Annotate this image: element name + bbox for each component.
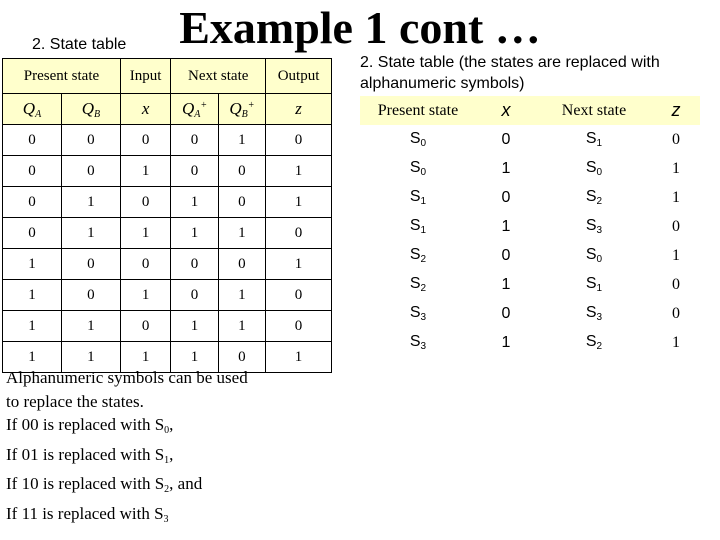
note-text: If 11 is replaced with S [6,503,164,523]
output-cell: 1 [672,246,680,264]
output-cell: 0 [672,275,680,293]
present-state-cell [360,299,476,328]
state-subscript: 2 [596,341,603,352]
state-subscript: 2 [420,254,427,265]
table-cell: 1 [171,342,218,373]
table-cell: 1 [218,218,265,249]
note-text: , and [169,474,203,493]
header-next-state: Next state [171,59,266,94]
subheader-cell [218,94,265,125]
table-cell: 0 [61,125,120,156]
state-symbol: S [585,130,597,147]
next-state-cell [536,241,652,270]
subheader-superscript: + [247,99,255,111]
state-subscript: 1 [596,138,603,149]
state-symbol: S [409,188,421,205]
note-line [6,443,346,473]
table-row [3,311,332,342]
table-cell: 1 [3,280,62,311]
table-cell: 0 [3,125,62,156]
table-cell: 1 [266,187,332,218]
table-body [360,125,700,357]
state-subscript: 3 [420,312,427,323]
subheader-superscript: + [200,99,208,111]
table-cell: 1 [266,342,332,373]
table-cell: 0 [120,125,170,156]
present-state-cell [360,183,476,212]
table-cell: 0 [218,156,265,187]
output-cell: 0 [672,217,680,235]
table-cell: 0 [3,218,62,249]
note-line [6,413,346,443]
table-row [360,183,700,212]
subheader-symbol: Q [229,98,242,118]
header-next-state: Next state [536,96,652,125]
next-state-cell [536,154,652,183]
subheader-symbol: x [141,99,150,118]
subheader-cell [171,94,218,125]
table-row [3,187,332,218]
input-cell: 1 [501,333,511,351]
present-state-cell [360,328,476,357]
next-state-cell [536,125,652,154]
next-state-cell [536,299,652,328]
input-cell: 1 [501,275,511,293]
state-subscript: 3 [596,225,603,236]
binary-state-table [2,58,332,373]
output-cell: 0 [672,304,680,322]
table-row [360,299,700,328]
table-row [3,249,332,280]
table-cell: 0 [266,280,332,311]
header-row [3,59,332,94]
next-state-cell [536,212,652,241]
table-cell: 0 [218,187,265,218]
subheader-symbol: Q [22,98,36,118]
next-state-cell [536,270,652,299]
table-row [360,212,700,241]
slide-title: Example 1 cont … [179,2,541,53]
note-text: , [169,444,174,464]
table-cell: 0 [61,249,120,280]
input-cell: 0 [501,188,511,206]
note-subscript: 1 [164,454,170,466]
header-z: z [652,96,700,125]
table-cell: 1 [61,311,120,342]
state-symbol: S [585,217,597,234]
present-state-cell [360,270,476,299]
state-symbol: S [409,333,421,350]
note-text: If 10 is replaced with S [6,474,165,493]
table-cell: 1 [61,187,120,218]
table-cell: 0 [120,311,170,342]
table-cell: 0 [3,156,62,187]
subheader-symbol: Q [81,98,95,118]
header-row [360,96,700,125]
table-cell: 1 [61,218,120,249]
note-text: , [169,415,174,434]
state-subscript: 0 [420,138,427,149]
subheader-cell [266,94,332,125]
subheader-cell [120,94,170,125]
present-state-cell [360,154,476,183]
table-cell: 0 [61,156,120,187]
table-cell: 1 [120,280,170,311]
table-cell: 0 [218,249,265,280]
state-subscript: 3 [596,312,603,323]
state-symbol: S [409,130,421,147]
state-subscript: 1 [420,196,427,207]
input-cell: 0 [501,246,511,264]
note-replacements [6,413,346,531]
table-cell: 1 [120,342,170,373]
input-cell: 0 [501,130,511,148]
table-cell: 1 [218,125,265,156]
state-subscript: 0 [420,167,427,178]
state-subscript: 2 [420,283,427,294]
note-line: to replace the states. [6,391,144,411]
table-cell: 0 [171,125,218,156]
table-cell: 0 [171,249,218,280]
table-cell: 1 [171,218,218,249]
table-cell: 0 [218,342,265,373]
subheader-row [3,94,332,125]
note-text: If 00 is replaced with S [6,415,165,434]
table-row [3,280,332,311]
state-symbol: S [585,333,597,350]
state-subscript: 1 [596,283,603,294]
table-cell: 1 [266,249,332,280]
present-state-cell [360,241,476,270]
output-cell: 0 [672,130,680,148]
subheader-subscript: B [241,108,248,120]
state-subscript: 2 [596,196,603,207]
header-present-state: Present state [3,59,121,94]
state-subscript: 3 [420,341,427,352]
state-subscript: 0 [596,167,603,178]
subheader-subscript: A [194,108,201,120]
state-symbol: S [585,246,597,263]
state-subscript: 0 [596,254,603,265]
note-line: Alphanumeric symbols can be used [6,368,248,387]
table-row [3,218,332,249]
header-output: Output [266,59,332,94]
table-cell: 0 [61,280,120,311]
note-subscript: 0 [164,425,170,436]
state-symbol: S [585,275,597,292]
output-cell: 1 [672,159,680,177]
symbolic-state-table [360,96,700,357]
input-cell: 1 [501,159,511,177]
table-row [360,328,700,357]
table-cell: 0 [3,187,62,218]
state-symbol: S [409,304,421,321]
header-x: x [476,96,536,125]
subheader-subscript: A [35,108,42,120]
subheader-cell [3,94,62,125]
table-cell: 1 [3,249,62,280]
header-input: Input [120,59,170,94]
state-subscript: 1 [420,225,427,236]
table-row [3,156,332,187]
notes-text [6,366,346,531]
table-cell: 1 [120,218,170,249]
state-symbol: S [585,304,597,321]
note-line [6,472,346,502]
table-cell: 0 [120,249,170,280]
output-cell: 1 [672,188,680,206]
table-row [360,241,700,270]
table-cell: 1 [171,187,218,218]
state-symbol: S [409,246,421,263]
state-symbol: S [409,159,421,176]
next-state-cell [536,183,652,212]
table-cell: 1 [171,311,218,342]
next-state-cell [536,328,652,357]
note-line [6,502,346,532]
table-cell: 0 [171,156,218,187]
table-row [360,154,700,183]
present-state-cell [360,125,476,154]
left-table-label: 2. State table [32,36,127,53]
table-cell: 1 [3,342,62,373]
present-state-cell [360,212,476,241]
table-cell: 0 [171,280,218,311]
note-subscript: 2 [164,484,170,495]
table-cell: 1 [266,156,332,187]
right-table-label: 2. State table (the states are replaced with alphanumeric symbols) [360,54,660,92]
table-cell: 1 [218,311,265,342]
subheader-cell [61,94,120,125]
table-body [3,125,332,373]
subheader-symbol: z [295,99,302,118]
table-cell: 1 [61,342,120,373]
output-cell: 1 [672,333,680,351]
table-row [3,125,332,156]
table-cell: 1 [218,280,265,311]
subheader-symbol: Q [181,98,195,118]
input-cell: 1 [501,217,511,235]
subheader-subscript: B [94,108,101,120]
header-present-state: Present state [360,96,476,125]
table-cell: 0 [266,125,332,156]
state-symbol: S [409,217,421,234]
note-subscript: 3 [163,513,169,525]
table-row [360,270,700,299]
table-cell: 1 [120,156,170,187]
state-symbol: S [409,275,421,292]
state-symbol: S [585,188,597,205]
table-cell: 1 [3,311,62,342]
table-cell: 0 [266,311,332,342]
state-symbol: S [585,159,597,176]
table-row [360,125,700,154]
table-cell: 0 [120,187,170,218]
note-text: If 01 is replaced with S [6,444,165,464]
input-cell: 0 [501,304,511,322]
table-cell: 0 [266,218,332,249]
